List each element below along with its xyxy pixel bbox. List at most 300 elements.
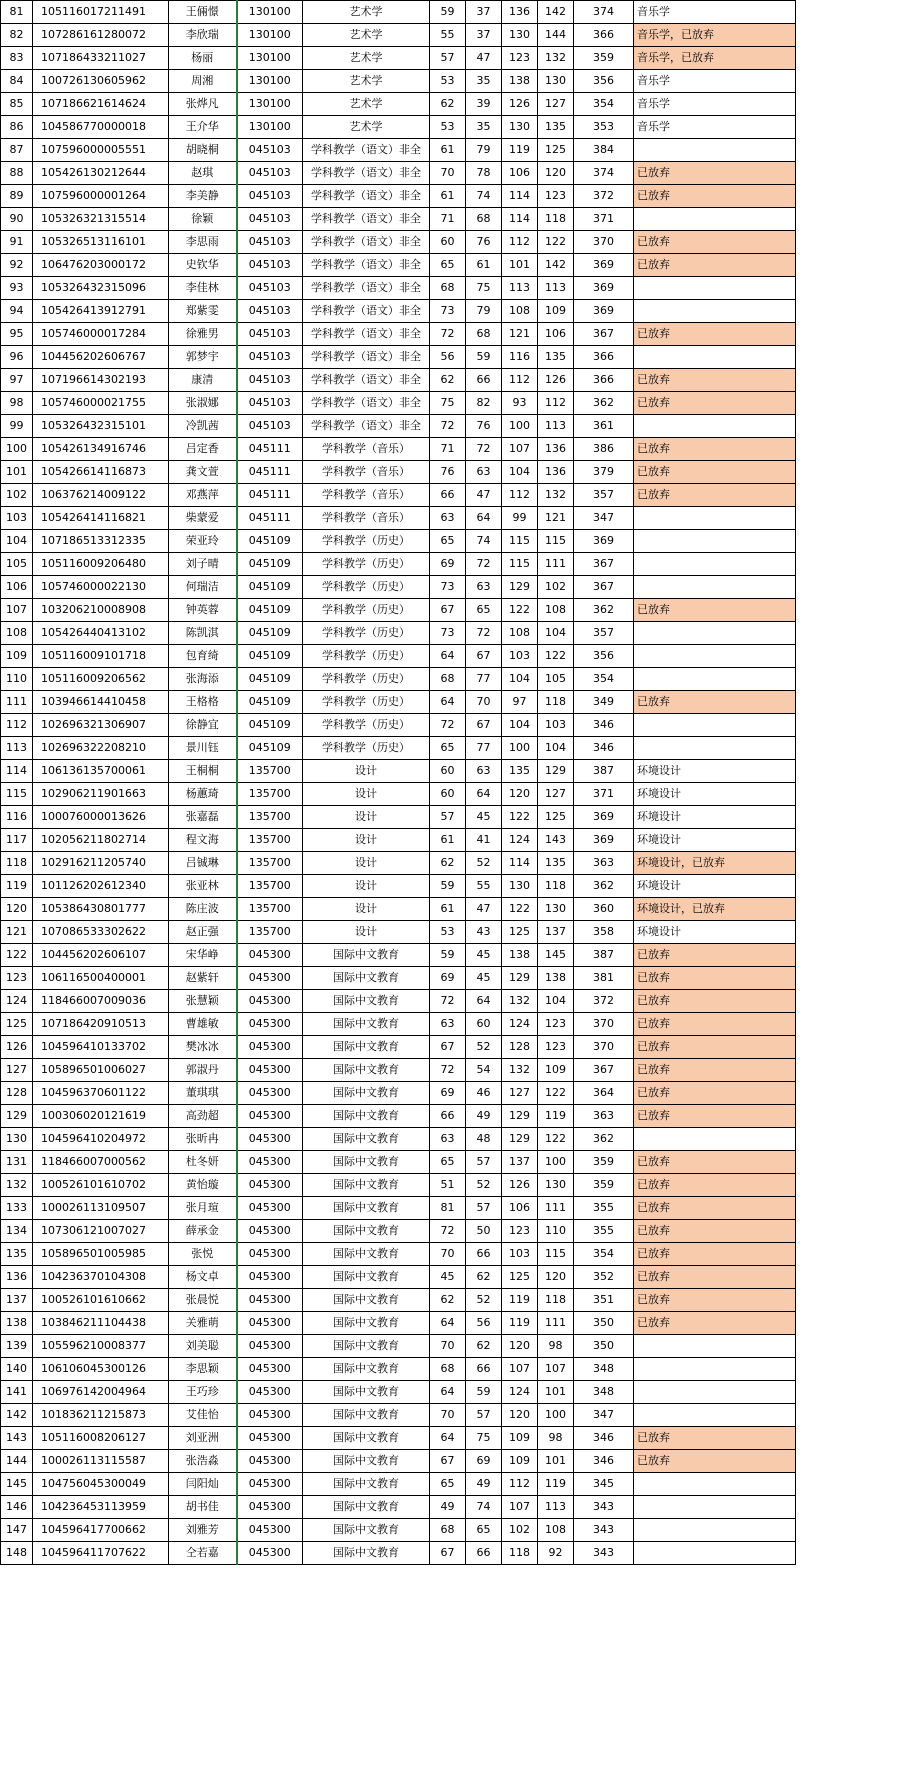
candidate-id-cell: 105746000022130 — [33, 576, 169, 599]
row-number-cell: 102 — [1, 484, 33, 507]
row-number-cell: 81 — [1, 1, 33, 24]
candidate-id-cell: 105426440413102 — [33, 622, 169, 645]
score-2-cell: 64 — [466, 783, 502, 806]
candidate-name-cell: 樊冰冰 — [169, 1036, 237, 1059]
major-name-cell: 国际中文教育 — [303, 1243, 430, 1266]
row-number-cell: 82 — [1, 24, 33, 47]
score-3-cell: 100 — [502, 415, 538, 438]
major-code-cell: 045103 — [237, 277, 303, 300]
total-score-cell: 370 — [574, 231, 634, 254]
remark-cell: 已放弃 — [634, 1059, 796, 1082]
major-name-cell: 学科教学（语文）非全 — [303, 277, 430, 300]
row-number-cell: 107 — [1, 599, 33, 622]
major-name-cell: 学科教学（历史） — [303, 599, 430, 622]
candidate-id-cell: 105746000017284 — [33, 323, 169, 346]
candidate-name-cell: 王介华 — [169, 116, 237, 139]
total-score-cell: 356 — [574, 645, 634, 668]
major-code-cell: 045109 — [237, 668, 303, 691]
score-3-cell: 121 — [502, 323, 538, 346]
score-4-cell: 122 — [538, 1128, 574, 1151]
candidate-name-cell: 景川钰 — [169, 737, 237, 760]
table-row — [1, 1013, 796, 1036]
remark-cell — [634, 1381, 796, 1404]
major-code-cell: 130100 — [237, 47, 303, 70]
table-row — [1, 1174, 796, 1197]
major-name-cell: 国际中文教育 — [303, 1128, 430, 1151]
score-3-cell: 100 — [502, 737, 538, 760]
candidate-id-cell: 106976142004964 — [33, 1381, 169, 1404]
major-code-cell: 045109 — [237, 691, 303, 714]
total-score-cell: 371 — [574, 208, 634, 231]
candidate-id-cell: 105896501005985 — [33, 1243, 169, 1266]
major-code-cell: 045111 — [237, 507, 303, 530]
total-score-cell: 379 — [574, 461, 634, 484]
score-3-cell: 108 — [502, 300, 538, 323]
score-2-cell: 47 — [466, 47, 502, 70]
score-4-cell: 118 — [538, 875, 574, 898]
score-2-cell: 78 — [466, 162, 502, 185]
candidate-name-cell: 龚文萱 — [169, 461, 237, 484]
row-number-cell: 92 — [1, 254, 33, 277]
remark-cell: 已放弃 — [634, 392, 796, 415]
candidate-id-cell: 100306020121619 — [33, 1105, 169, 1128]
total-score-cell: 369 — [574, 254, 634, 277]
major-name-cell: 学科教学（历史） — [303, 645, 430, 668]
score-4-cell: 118 — [538, 208, 574, 231]
remark-cell: 音乐学 — [634, 1, 796, 24]
score-2-cell: 49 — [466, 1105, 502, 1128]
major-name-cell: 学科教学（历史） — [303, 530, 430, 553]
candidate-name-cell: 张亚林 — [169, 875, 237, 898]
remark-cell — [634, 346, 796, 369]
candidate-name-cell: 杨文卓 — [169, 1266, 237, 1289]
score-3-cell: 97 — [502, 691, 538, 714]
total-score-cell: 347 — [574, 507, 634, 530]
row-number-cell: 124 — [1, 990, 33, 1013]
candidate-name-cell: 徐静宜 — [169, 714, 237, 737]
candidate-name-cell: 王桐桐 — [169, 760, 237, 783]
row-number-cell: 147 — [1, 1519, 33, 1542]
total-score-cell: 354 — [574, 93, 634, 116]
total-score-cell: 362 — [574, 1128, 634, 1151]
score-3-cell: 124 — [502, 1013, 538, 1036]
candidate-name-cell: 李思雨 — [169, 231, 237, 254]
score-1-cell: 70 — [430, 1335, 466, 1358]
score-4-cell: 122 — [538, 1082, 574, 1105]
score-3-cell: 122 — [502, 898, 538, 921]
score-2-cell: 52 — [466, 1174, 502, 1197]
score-1-cell: 61 — [430, 185, 466, 208]
remark-cell: 环境设计，已放弃 — [634, 898, 796, 921]
remark-cell — [634, 1473, 796, 1496]
table-row — [1, 1496, 796, 1519]
candidate-id-cell: 102696322208210 — [33, 737, 169, 760]
major-code-cell: 045103 — [237, 369, 303, 392]
table-row — [1, 1381, 796, 1404]
row-number-cell: 115 — [1, 783, 33, 806]
score-4-cell: 144 — [538, 24, 574, 47]
score-3-cell: 123 — [502, 1220, 538, 1243]
remark-cell — [634, 622, 796, 645]
score-1-cell: 61 — [430, 139, 466, 162]
major-code-cell: 045103 — [237, 415, 303, 438]
score-1-cell: 53 — [430, 70, 466, 93]
major-name-cell: 学科教学（音乐） — [303, 461, 430, 484]
score-1-cell: 49 — [430, 1496, 466, 1519]
row-number-cell: 100 — [1, 438, 33, 461]
candidate-id-cell: 104456202606767 — [33, 346, 169, 369]
row-number-cell: 138 — [1, 1312, 33, 1335]
candidate-id-cell: 104756045300049 — [33, 1473, 169, 1496]
score-2-cell: 57 — [466, 1197, 502, 1220]
major-code-cell: 045109 — [237, 576, 303, 599]
score-2-cell: 35 — [466, 70, 502, 93]
remark-cell: 环境设计 — [634, 875, 796, 898]
candidate-name-cell: 柴蒙爱 — [169, 507, 237, 530]
score-2-cell: 43 — [466, 921, 502, 944]
score-3-cell: 125 — [502, 921, 538, 944]
candidate-id-cell: 105896501006027 — [33, 1059, 169, 1082]
major-name-cell: 学科教学（音乐） — [303, 438, 430, 461]
score-4-cell: 112 — [538, 392, 574, 415]
candidate-name-cell: 郑紫雯 — [169, 300, 237, 323]
score-1-cell: 64 — [430, 645, 466, 668]
candidate-id-cell: 107596000001264 — [33, 185, 169, 208]
remark-cell — [634, 530, 796, 553]
score-2-cell: 66 — [466, 1358, 502, 1381]
row-number-cell: 143 — [1, 1427, 33, 1450]
remark-cell: 已放弃 — [634, 1105, 796, 1128]
score-3-cell: 108 — [502, 622, 538, 645]
major-name-cell: 国际中文教育 — [303, 1289, 430, 1312]
table-row — [1, 1243, 796, 1266]
major-code-cell: 045300 — [237, 1151, 303, 1174]
major-code-cell: 135700 — [237, 783, 303, 806]
score-4-cell: 122 — [538, 645, 574, 668]
score-4-cell: 123 — [538, 1036, 574, 1059]
candidate-id-cell: 107186513312335 — [33, 530, 169, 553]
score-table-body — [1, 1, 796, 1565]
row-number-cell: 123 — [1, 967, 33, 990]
major-name-cell: 国际中文教育 — [303, 1197, 430, 1220]
score-3-cell: 129 — [502, 1105, 538, 1128]
table-row — [1, 783, 796, 806]
major-code-cell: 045103 — [237, 300, 303, 323]
remark-cell: 已放弃 — [634, 1312, 796, 1335]
major-name-cell: 学科教学（历史） — [303, 714, 430, 737]
score-3-cell: 103 — [502, 1243, 538, 1266]
major-name-cell: 国际中文教育 — [303, 1082, 430, 1105]
score-3-cell: 122 — [502, 806, 538, 829]
table-row — [1, 1289, 796, 1312]
score-2-cell: 67 — [466, 645, 502, 668]
candidate-id-cell: 104596410133702 — [33, 1036, 169, 1059]
total-score-cell: 348 — [574, 1358, 634, 1381]
major-code-cell: 045300 — [237, 1105, 303, 1128]
row-number-cell: 112 — [1, 714, 33, 737]
remark-cell: 已放弃 — [634, 1151, 796, 1174]
remark-cell: 环境设计 — [634, 806, 796, 829]
score-4-cell: 118 — [538, 1289, 574, 1312]
candidate-id-cell: 100026113109507 — [33, 1197, 169, 1220]
score-3-cell: 124 — [502, 1381, 538, 1404]
major-code-cell: 045111 — [237, 461, 303, 484]
row-number-cell: 121 — [1, 921, 33, 944]
candidate-name-cell: 钟英蓉 — [169, 599, 237, 622]
candidate-name-cell: 徐颖 — [169, 208, 237, 231]
major-name-cell: 国际中文教育 — [303, 1220, 430, 1243]
score-4-cell: 125 — [538, 806, 574, 829]
row-number-cell: 141 — [1, 1381, 33, 1404]
candidate-name-cell: 徐雅男 — [169, 323, 237, 346]
candidate-id-cell: 101126202612340 — [33, 875, 169, 898]
remark-cell: 已放弃 — [634, 1427, 796, 1450]
score-1-cell: 64 — [430, 1381, 466, 1404]
score-1-cell: 63 — [430, 1013, 466, 1036]
score-1-cell: 75 — [430, 392, 466, 415]
score-1-cell: 70 — [430, 1404, 466, 1427]
score-2-cell: 72 — [466, 553, 502, 576]
row-number-cell: 146 — [1, 1496, 33, 1519]
major-code-cell: 045109 — [237, 553, 303, 576]
row-number-cell: 116 — [1, 806, 33, 829]
row-number-cell: 127 — [1, 1059, 33, 1082]
table-row — [1, 300, 796, 323]
candidate-name-cell: 曹雄敏 — [169, 1013, 237, 1036]
score-3-cell: 129 — [502, 1128, 538, 1151]
score-2-cell: 74 — [466, 530, 502, 553]
candidate-name-cell: 杨丽 — [169, 47, 237, 70]
score-3-cell: 114 — [502, 208, 538, 231]
score-3-cell: 136 — [502, 1, 538, 24]
major-code-cell: 045300 — [237, 1128, 303, 1151]
major-code-cell: 045109 — [237, 599, 303, 622]
score-4-cell: 115 — [538, 530, 574, 553]
table-row — [1, 1450, 796, 1473]
remark-cell: 环境设计 — [634, 783, 796, 806]
total-score-cell: 386 — [574, 438, 634, 461]
total-score-cell: 355 — [574, 1220, 634, 1243]
row-number-cell: 97 — [1, 369, 33, 392]
row-number-cell: 132 — [1, 1174, 33, 1197]
total-score-cell: 369 — [574, 530, 634, 553]
candidate-id-cell: 104596417700662 — [33, 1519, 169, 1542]
score-2-cell: 47 — [466, 484, 502, 507]
candidate-id-cell: 105326432315101 — [33, 415, 169, 438]
major-name-cell: 学科教学（历史） — [303, 576, 430, 599]
table-row — [1, 737, 796, 760]
score-1-cell: 69 — [430, 553, 466, 576]
row-number-cell: 85 — [1, 93, 33, 116]
candidate-id-cell: 118466007009036 — [33, 990, 169, 1013]
table-row — [1, 461, 796, 484]
major-code-cell: 045300 — [237, 1036, 303, 1059]
candidate-id-cell: 103206210008908 — [33, 599, 169, 622]
score-2-cell: 66 — [466, 1542, 502, 1565]
table-row — [1, 116, 796, 139]
candidate-name-cell: 张嘉磊 — [169, 806, 237, 829]
major-code-cell: 130100 — [237, 116, 303, 139]
table-row — [1, 599, 796, 622]
score-4-cell: 123 — [538, 1013, 574, 1036]
score-2-cell: 67 — [466, 714, 502, 737]
major-code-cell: 045103 — [237, 185, 303, 208]
remark-cell — [634, 1496, 796, 1519]
total-score-cell: 372 — [574, 185, 634, 208]
score-4-cell: 127 — [538, 783, 574, 806]
major-code-cell: 045300 — [237, 1059, 303, 1082]
table-row — [1, 47, 796, 70]
remark-cell: 环境设计 — [634, 760, 796, 783]
remark-cell: 已放弃 — [634, 1197, 796, 1220]
total-score-cell: 367 — [574, 1059, 634, 1082]
candidate-name-cell: 刘雅芳 — [169, 1519, 237, 1542]
score-4-cell: 121 — [538, 507, 574, 530]
candidate-id-cell: 104236370104308 — [33, 1266, 169, 1289]
row-number-cell: 95 — [1, 323, 33, 346]
candidate-name-cell: 张浩淼 — [169, 1450, 237, 1473]
major-name-cell: 艺术学 — [303, 1, 430, 24]
row-number-cell: 94 — [1, 300, 33, 323]
remark-cell — [634, 139, 796, 162]
score-1-cell: 61 — [430, 898, 466, 921]
score-1-cell: 68 — [430, 277, 466, 300]
remark-cell — [634, 1404, 796, 1427]
score-3-cell: 99 — [502, 507, 538, 530]
score-4-cell: 104 — [538, 990, 574, 1013]
major-name-cell: 国际中文教育 — [303, 1036, 430, 1059]
remark-cell: 已放弃 — [634, 1266, 796, 1289]
score-4-cell: 120 — [538, 162, 574, 185]
total-score-cell: 387 — [574, 760, 634, 783]
table-row — [1, 1197, 796, 1220]
score-4-cell: 101 — [538, 1450, 574, 1473]
remark-cell — [634, 645, 796, 668]
total-score-cell: 356 — [574, 70, 634, 93]
row-number-cell: 117 — [1, 829, 33, 852]
score-4-cell: 104 — [538, 622, 574, 645]
remark-cell — [634, 277, 796, 300]
candidate-name-cell: 吕铖琳 — [169, 852, 237, 875]
major-name-cell: 学科教学（历史） — [303, 622, 430, 645]
candidate-id-cell: 104596411707622 — [33, 1542, 169, 1565]
candidate-name-cell: 闫阳灿 — [169, 1473, 237, 1496]
candidate-name-cell: 胡书佳 — [169, 1496, 237, 1519]
candidate-id-cell: 107306121007027 — [33, 1220, 169, 1243]
table-row — [1, 622, 796, 645]
major-name-cell: 国际中文教育 — [303, 944, 430, 967]
major-code-cell: 045103 — [237, 392, 303, 415]
major-name-cell: 设计 — [303, 829, 430, 852]
score-2-cell: 50 — [466, 1220, 502, 1243]
score-2-cell: 68 — [466, 323, 502, 346]
score-4-cell: 111 — [538, 553, 574, 576]
score-3-cell: 109 — [502, 1450, 538, 1473]
remark-cell: 已放弃 — [634, 438, 796, 461]
candidate-id-cell: 105426134916746 — [33, 438, 169, 461]
score-2-cell: 74 — [466, 185, 502, 208]
score-1-cell: 72 — [430, 415, 466, 438]
score-1-cell: 55 — [430, 24, 466, 47]
major-name-cell: 国际中文教育 — [303, 1312, 430, 1335]
candidate-id-cell: 102916211205740 — [33, 852, 169, 875]
table-row — [1, 507, 796, 530]
score-1-cell: 63 — [430, 1128, 466, 1151]
score-2-cell: 64 — [466, 990, 502, 1013]
score-2-cell: 79 — [466, 139, 502, 162]
remark-cell: 音乐学，已放弃 — [634, 24, 796, 47]
row-number-cell: 131 — [1, 1151, 33, 1174]
score-1-cell: 64 — [430, 691, 466, 714]
total-score-cell: 363 — [574, 1105, 634, 1128]
score-4-cell: 136 — [538, 461, 574, 484]
candidate-name-cell: 黄怡璇 — [169, 1174, 237, 1197]
score-2-cell: 57 — [466, 1404, 502, 1427]
score-4-cell: 132 — [538, 47, 574, 70]
row-number-cell: 91 — [1, 231, 33, 254]
total-score-cell: 362 — [574, 599, 634, 622]
remark-cell — [634, 1542, 796, 1565]
total-score-cell: 374 — [574, 162, 634, 185]
candidate-id-cell: 105596210008377 — [33, 1335, 169, 1358]
total-score-cell: 362 — [574, 392, 634, 415]
row-number-cell: 113 — [1, 737, 33, 760]
score-2-cell: 55 — [466, 875, 502, 898]
major-name-cell: 艺术学 — [303, 47, 430, 70]
table-row — [1, 1266, 796, 1289]
score-3-cell: 132 — [502, 990, 538, 1013]
total-score-cell: 346 — [574, 737, 634, 760]
major-code-cell: 045103 — [237, 254, 303, 277]
score-1-cell: 69 — [430, 967, 466, 990]
major-name-cell: 国际中文教育 — [303, 967, 430, 990]
candidate-name-cell: 杜冬妍 — [169, 1151, 237, 1174]
score-1-cell: 63 — [430, 507, 466, 530]
major-code-cell: 130100 — [237, 70, 303, 93]
total-score-cell: 364 — [574, 1082, 634, 1105]
score-4-cell: 107 — [538, 1358, 574, 1381]
remark-cell — [634, 1335, 796, 1358]
remark-cell — [634, 1519, 796, 1542]
score-3-cell: 129 — [502, 967, 538, 990]
score-1-cell: 72 — [430, 990, 466, 1013]
candidate-id-cell: 100526101610702 — [33, 1174, 169, 1197]
total-score-cell: 357 — [574, 622, 634, 645]
row-number-cell: 139 — [1, 1335, 33, 1358]
remark-cell: 已放弃 — [634, 369, 796, 392]
total-score-cell: 343 — [574, 1496, 634, 1519]
score-1-cell: 62 — [430, 852, 466, 875]
major-name-cell: 国际中文教育 — [303, 1542, 430, 1565]
remark-cell — [634, 1128, 796, 1151]
candidate-id-cell: 105426614116873 — [33, 461, 169, 484]
score-3-cell: 107 — [502, 438, 538, 461]
candidate-id-cell: 102696321306907 — [33, 714, 169, 737]
candidate-name-cell: 张烨凡 — [169, 93, 237, 116]
score-3-cell: 113 — [502, 277, 538, 300]
remark-cell: 已放弃 — [634, 1289, 796, 1312]
candidate-id-cell: 105116009206480 — [33, 553, 169, 576]
total-score-cell: 374 — [574, 1, 634, 24]
candidate-name-cell: 李美静 — [169, 185, 237, 208]
score-1-cell: 65 — [430, 1473, 466, 1496]
remark-cell: 已放弃 — [634, 1174, 796, 1197]
total-score-cell: 363 — [574, 852, 634, 875]
total-score-cell: 367 — [574, 553, 634, 576]
major-code-cell: 135700 — [237, 760, 303, 783]
remark-cell: 已放弃 — [634, 599, 796, 622]
total-score-cell: 359 — [574, 47, 634, 70]
